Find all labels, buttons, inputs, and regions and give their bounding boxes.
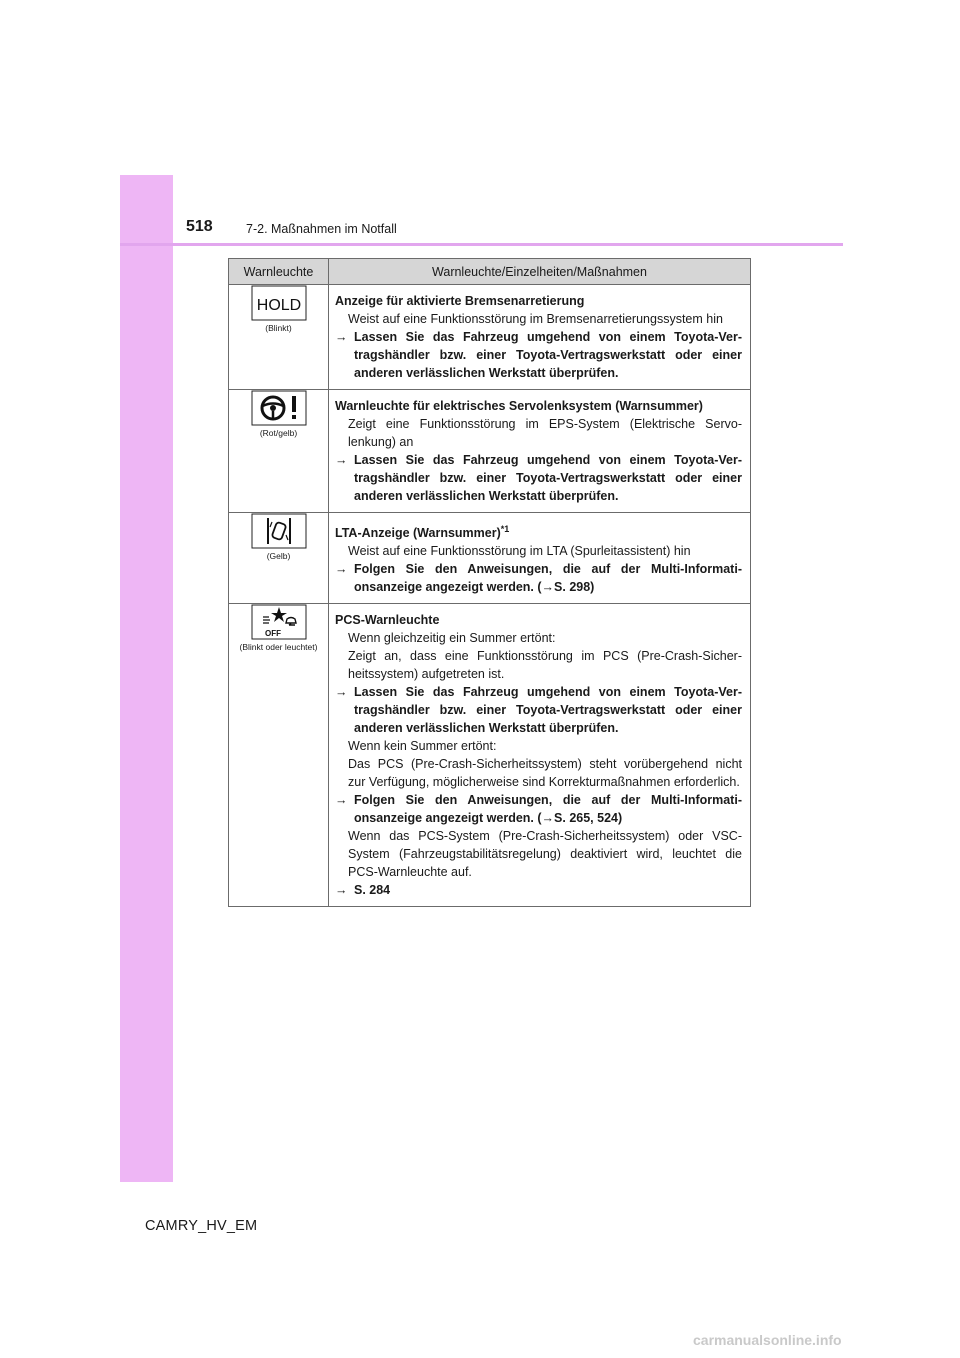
table-row bbox=[229, 390, 751, 513]
arrow-icon: → bbox=[335, 453, 348, 467]
light-title: LTA-Anzeige (Warnsummer)$^{*1}$ bbox=[335, 524, 510, 541]
icon-cell bbox=[229, 513, 329, 604]
table-row bbox=[229, 604, 751, 907]
action-text: → Folgen Sie den Anweisungen, die auf der Multi-Informationsanzeige angezeigt werden. (→S. 265, 524) bbox=[335, 793, 742, 826]
page-reference: → S. 284 bbox=[335, 883, 391, 898]
footnote-marker: *1 bbox=[500, 524, 510, 534]
table-row bbox=[229, 513, 751, 604]
icon-caption: (Blinkt oder leuchtet) bbox=[239, 642, 318, 653]
column-header-light: Warnleuchte bbox=[229, 259, 329, 285]
page-number: 518 bbox=[186, 218, 213, 235]
description-text: Zeigt an, dass eine Funktionsstörung im PCS (Pre-Crash-Sicherheitssystem) aufgetreten ist. bbox=[348, 649, 742, 682]
arrow-icon: → bbox=[335, 793, 348, 808]
action-text: → Lassen Sie das Fahrzeug umgehend von einem Toyota-Vertragshändler bzw. einer Toyota-Vertragswerkstatt oder einer anderen verlässlichen Werkstatt überprüfen. bbox=[335, 453, 742, 503]
table-header-row bbox=[229, 259, 751, 285]
header-rule bbox=[120, 243, 843, 246]
watermark: carmanualsonline.info bbox=[693, 1332, 842, 1348]
icon-cell bbox=[229, 390, 329, 513]
arrow-icon: → bbox=[335, 330, 348, 344]
document-code: CAMRY_HV_EM bbox=[145, 1218, 258, 1234]
icon-cell bbox=[229, 604, 329, 907]
description-cell bbox=[329, 390, 751, 513]
description-text: Wenn gleichzeitig ein Summer ertönt: bbox=[348, 631, 556, 646]
lane-tracing-assist-icon bbox=[251, 513, 307, 549]
description-text: Weist auf eine Funktionsstörung im Bremsenarretierungssystem hin bbox=[348, 312, 723, 326]
icon-caption: (Gelb) bbox=[266, 551, 291, 561]
light-title: PCS-Warnleuchte bbox=[335, 613, 440, 628]
description-cell bbox=[329, 285, 751, 390]
light-title: Warnleuchte für elektrisches Servolenksystem (Warnsummer) bbox=[335, 399, 703, 413]
arrow-icon: → bbox=[335, 685, 348, 700]
hold-icon-text: HOLD bbox=[256, 297, 301, 314]
description-text: Wenn kein Summer ertönt: bbox=[348, 739, 497, 754]
arrow-icon: → bbox=[335, 883, 348, 898]
table-row bbox=[229, 285, 751, 390]
off-icon-text: OFF bbox=[264, 629, 281, 639]
icon-cell bbox=[229, 285, 329, 390]
action-text: → Lassen Sie das Fahrzeug umgehend von einem Toyota-Vertragshändler bzw. einer Toyota-Vertragswerkstatt oder einer anderen verlässlichen Werkstatt überprüfen. bbox=[335, 685, 742, 736]
brake-hold-icon bbox=[251, 285, 307, 321]
pcs-off-icon bbox=[251, 604, 307, 640]
action-text: → Lassen Sie das Fahrzeug umgehend von einem Toyota-Vertragshändler bzw. einer Toyota-Vertragswerkstatt oder einer anderen verlässlichen Werkstatt überprüfen. bbox=[335, 330, 742, 380]
description-text: Das PCS (Pre-Crash-Sicherheitssystem) steht vorübergehend nicht zur Verfügung, möglicherweise sind Korrekturmaßnahmen erforderlich. bbox=[348, 757, 742, 790]
arrow-icon: → bbox=[335, 562, 348, 577]
chapter-title: 7-2. Maßnahmen im Notfall bbox=[246, 222, 397, 236]
description-cell bbox=[329, 513, 751, 604]
chapter-side-band bbox=[120, 175, 173, 1182]
description-cell bbox=[329, 604, 751, 907]
description-text: Zeigt eine Funktionsstörung im EPS-System (Elektrische Servolenkung) an bbox=[348, 417, 742, 449]
light-title: Anzeige für aktivierte Bremsenarretierung bbox=[335, 294, 585, 308]
description-text: Weist auf eine Funktionsstörung im LTA (Spurleitassistent) hin bbox=[348, 544, 691, 559]
description-text: Wenn das PCS-System (Pre-Crash-Sicherheitssystem) oder VSC-System (Fahrzeugstabilitätsregelung) deaktiviert wird, leuchtet die PCS-Warnleuchte auf. bbox=[348, 829, 742, 880]
icon-caption: (Rot/gelb) bbox=[259, 428, 298, 438]
column-header-details: Warnleuchte/Einzelheiten/Maßnahmen bbox=[329, 259, 751, 285]
icon-caption: (Blinkt) bbox=[265, 323, 292, 333]
power-steering-warning-icon bbox=[251, 390, 307, 426]
action-text: → Folgen Sie den Anweisungen, die auf der Multi-Informationsanzeige angezeigt werden. (→S. 298) bbox=[335, 562, 742, 595]
warning-light-table bbox=[228, 258, 751, 907]
